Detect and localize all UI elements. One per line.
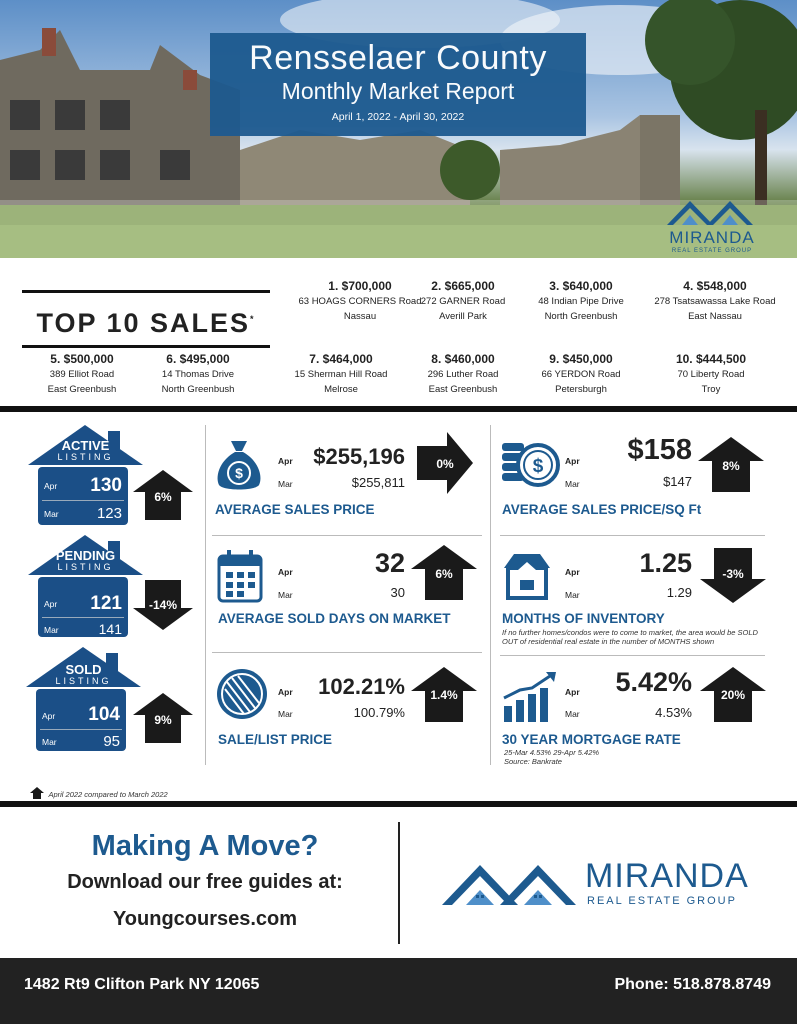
mar-label: Mar [278,479,293,489]
listing-title: SOLD [65,662,102,677]
mar-value: 141 [98,621,122,637]
sale-price: 10. $444,500 [675,352,747,366]
sale-price: 9. $450,000 [549,352,613,366]
row-divider [212,652,482,653]
metric-label: MONTHS OF INVENTORY [502,611,665,626]
apr-value: $255,196 [313,444,405,469]
mar-value: 1.29 [666,585,692,600]
legend-text: April 2022 compared to March 2022 [48,790,168,799]
report-subtitle: Monthly Market Report [281,78,515,104]
listing-sub: LISTING [57,452,114,462]
top10-asterisk: * [250,314,256,324]
sale-price: 3. $640,000 [549,279,613,293]
sale-street: 296 Luther Road [427,369,499,380]
mar-label: Mar [278,709,293,719]
sale-price: 1. $700,000 [328,279,392,293]
apr-value: 102.21% [318,674,405,699]
sale-8 [398,351,528,397]
sale-price: 6. $495,000 [166,352,230,366]
hero-logo-name: MIRANDA [669,228,755,247]
sold-listing-card [26,647,141,752]
mar-label: Mar [44,509,59,519]
days-metric [215,545,490,645]
sale-street: 14 Thomas Drive [161,369,235,380]
avg-sqft-metric [502,432,772,527]
listing-sub: LISTING [57,562,114,572]
box-icon [502,550,552,600]
listing-box [36,689,126,751]
sale-town: Nassau [343,311,377,322]
roof-logo-icon [662,195,762,227]
active-listing-card [28,425,143,530]
apr-value: $158 [627,434,692,466]
mar-value: 100.79% [353,705,405,720]
sale-street: 272 GARNER Road [420,296,506,307]
mar-value: 123 [96,505,122,522]
listing-sub: LISTING [55,676,112,686]
change-pct: -3% [722,567,744,581]
sale-5 [17,351,147,397]
percent-circle-icon [215,667,269,721]
metric-label: AVERAGE SALES PRICE [215,502,375,517]
footer-address: 1482 Rt9 Clifton Park NY 12065 [24,976,260,993]
change-pct: 8% [722,459,740,473]
apr-label: Apr [278,567,293,577]
metric-label: AVERAGE SOLD DAYS ON MARKET [218,611,451,626]
apr-value: 130 [90,475,122,496]
metric-label: 30 YEAR MORTGAGE RATE [502,732,681,747]
sale-town: North Greenbush [544,311,618,322]
hero-logo [657,195,767,255]
apr-value: 121 [90,593,122,614]
active-change-arrow [133,470,193,520]
footer-bar [0,958,797,1024]
mar-value: 95 [103,733,120,750]
mar-label: Mar [44,625,59,635]
growth-chart-icon [502,672,558,722]
top10-title-text: TOP 10 SALES [36,308,251,338]
change-pct: 1.4% [430,688,458,702]
section-divider [0,406,797,412]
sale-list-metric [215,662,490,757]
pending-change-arrow [133,580,193,630]
sale-town: Petersburgh [555,384,607,395]
svg-text:$: $ [532,456,544,477]
listing-box [38,467,128,525]
apr-value: 104 [88,704,120,725]
sale-price: 8. $460,000 [431,352,495,366]
footer-phone[interactable]: Phone: 518.878.8749 [614,976,771,993]
column-divider [205,425,206,765]
calendar-icon [217,548,263,603]
column-divider [490,425,491,765]
promo-divider [398,822,400,944]
sale-street: 66 YERDON Road [541,369,621,380]
listing-title: PENDING [55,548,116,563]
row-divider [212,535,482,536]
change-pct: 6% [154,490,172,504]
apr-label: Apr [42,711,56,721]
sale-town: East Greenbush [47,384,117,395]
mar-value: $147 [663,474,692,489]
comparison-legend [30,784,168,799]
promo-block [30,830,380,931]
coins-icon [502,437,560,489]
apr-label: Apr [565,456,580,466]
mortgage-metric [502,662,772,767]
sale-price: 4. $548,000 [683,279,747,293]
mar-value: 30 [390,585,405,600]
metric-label: SALE/LIST PRICE [218,732,333,747]
sale-town: Troy [701,384,721,395]
sale-street: 63 HOAGS CORNERS Road [298,296,422,307]
sale-price: 5. $500,000 [50,352,114,366]
sale-3 [516,278,646,324]
mortgage-note: 25-Mar 4.53% 29-Apr 5.42% [504,748,600,757]
apr-label: Apr [44,599,58,609]
mar-value: $255,811 [351,475,405,490]
sale-street: 48 Indian Pipe Drive [538,296,624,307]
change-pct: 9% [154,713,172,727]
metric-label: AVERAGE SALES PRICE/SQ Ft [502,502,702,517]
sale-street: 278 Tsatsawassa Lake Road [654,296,776,307]
apr-label: Apr [44,481,58,491]
sale-price: 7. $464,000 [309,352,373,366]
footer-logo-name: MIRANDA [585,857,749,895]
apr-value: 1.25 [639,548,692,578]
svg-text:$: $ [235,465,243,481]
mar-label: Mar [278,590,293,600]
listing-title: ACTIVE [61,438,110,453]
listing-box [38,577,128,637]
change-pct: 6% [435,567,453,581]
sale-street: 70 Liberty Road [677,369,745,380]
report-title: Rensselaer County [249,39,547,77]
hero-banner [0,0,797,258]
title-banner [210,33,586,136]
apr-label: Apr [278,456,293,466]
mar-label: Mar [565,479,580,489]
mortgage-source: Source: Bankrate [504,757,562,766]
change-pct: 0% [436,457,454,471]
sale-town: East Greenbush [428,384,498,395]
apr-label: Apr [278,687,293,697]
sale-town: Melrose [324,384,358,395]
row-divider [500,535,765,536]
change-pct: -14% [148,598,177,612]
change-pct: 20% [720,688,746,702]
sale-2 [398,278,528,324]
roof-logo-icon [440,855,580,911]
date-range: April 1, 2022 - April 30, 2022 [331,111,465,123]
row-divider [500,655,765,656]
sale-6 [133,351,263,397]
sale-7 [271,351,411,397]
top10-title [22,290,270,348]
pending-listing-card [28,535,143,640]
apr-value: 5.42% [615,667,692,697]
sale-town: East Nassau [688,311,742,322]
mar-label: Mar [42,737,57,747]
hero-logo-tag: REAL ESTATE GROUP [671,248,753,254]
inventory-note: If no further homes/condos were to come to market, the area would be SOLD OUT of residential real estate in the number of MONTHS shown [502,628,758,646]
sale-9 [516,351,646,397]
avg-price-metric [215,432,490,527]
sale-10 [646,351,776,397]
promo-headline: Making A Move? [91,830,319,862]
inventory-metric [502,545,772,650]
apr-label: Apr [565,687,580,697]
sale-price: 2. $665,000 [431,279,495,293]
sale-street: 389 Elliot Road [49,369,115,380]
apr-label: Apr [565,567,580,577]
sale-4 [640,278,790,324]
money-bag-icon [215,437,263,492]
sale-town: Averill Park [439,311,487,322]
footer-logo-tag: REAL ESTATE GROUP [587,895,737,907]
sold-change-arrow [133,693,193,743]
mar-label: Mar [565,590,580,600]
mar-label: Mar [565,709,580,719]
apr-value: 32 [374,548,405,578]
promo-line: Download our free guides at: [67,871,343,893]
mar-value: 4.53% [655,705,692,720]
footer-logo [440,855,760,915]
section-divider [0,801,797,807]
sale-town: North Greenbush [161,384,235,395]
sale-street: 15 Sherman Hill Road [294,369,388,380]
arrow-up-icon [30,787,44,799]
promo-url[interactable]: Youngcourses.com [112,908,298,930]
